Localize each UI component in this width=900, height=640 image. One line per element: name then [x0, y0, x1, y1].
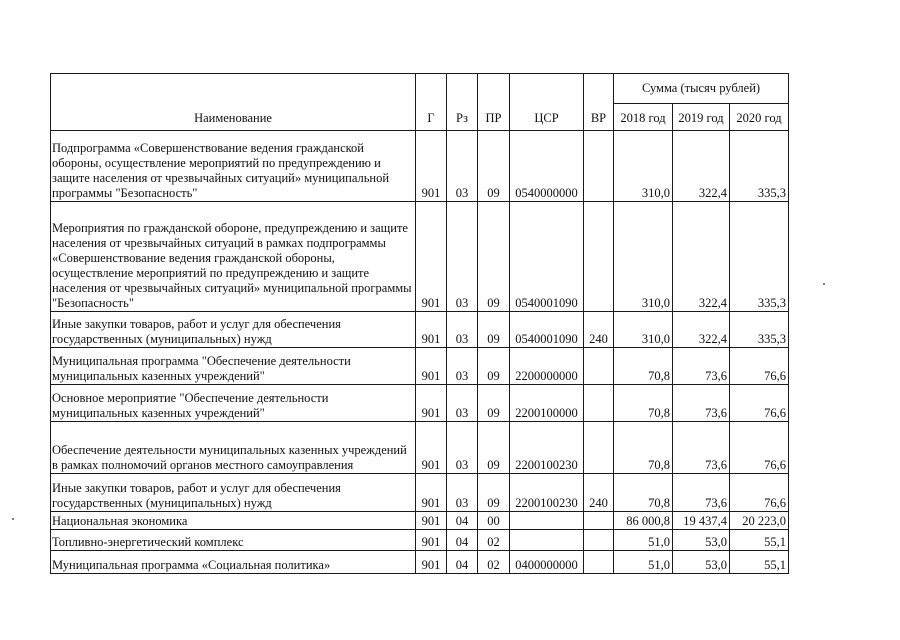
budget-table	[50, 73, 789, 574]
table-row	[51, 474, 789, 512]
budget-table-container	[50, 73, 789, 574]
row-name: Иные закупки товаров, работ и услуг для обеспечения государственных (муниципальных) нужд	[51, 312, 416, 348]
row-pr: 09	[478, 312, 510, 348]
row-pr: 09	[478, 474, 510, 512]
row-csr: 2200000000	[510, 348, 584, 385]
row-value-2020: 55,1	[730, 530, 789, 551]
row-rz: 03	[447, 202, 478, 312]
row-pr: 09	[478, 202, 510, 312]
row-name: Муниципальная программа «Социальная политика»	[51, 551, 416, 574]
row-g: 901	[416, 530, 447, 551]
row-vr: 240	[584, 312, 614, 348]
row-rz: 04	[447, 530, 478, 551]
row-g: 901	[416, 348, 447, 385]
header-vr: ВР	[584, 74, 614, 131]
row-vr: 240	[584, 474, 614, 512]
row-value-2020: 55,1	[730, 551, 789, 574]
row-vr	[584, 131, 614, 202]
row-value-2018: 70,8	[614, 348, 673, 385]
row-value-2020: 76,6	[730, 348, 789, 385]
row-value-2019: 322,4	[673, 312, 730, 348]
row-pr: 09	[478, 348, 510, 385]
row-csr: 0540001090	[510, 312, 584, 348]
row-csr: 0400000000	[510, 551, 584, 574]
row-name: Топливно-энергетический комплекс	[51, 530, 416, 551]
row-g: 901	[416, 422, 447, 474]
row-value-2019: 53,0	[673, 530, 730, 551]
row-csr: 2200100230	[510, 422, 584, 474]
header-name: Наименование	[51, 74, 416, 131]
row-csr: 0540000000	[510, 131, 584, 202]
row-g: 901	[416, 474, 447, 512]
row-value-2018: 70,8	[614, 422, 673, 474]
row-value-2018: 86 000,8	[614, 512, 673, 530]
header-year-2020: 2020 год	[730, 104, 789, 131]
table-row	[51, 131, 789, 202]
row-rz: 03	[447, 385, 478, 422]
table-row	[51, 530, 789, 551]
row-value-2019: 73,6	[673, 348, 730, 385]
row-value-2020: 335,3	[730, 131, 789, 202]
header-g: Г	[416, 74, 447, 131]
table-row	[51, 312, 789, 348]
table-row	[51, 512, 789, 530]
row-csr	[510, 530, 584, 551]
row-value-2019: 19 437,4	[673, 512, 730, 530]
row-csr: 2200100230	[510, 474, 584, 512]
row-name: Подпрограмма «Совершенствование ведения гражданской обороны, осуществление мероприятий по предупреждению и защите населения от чрезвычайных ситуаций» муниципальной программы "Безопасность"	[51, 131, 416, 202]
row-value-2018: 70,8	[614, 474, 673, 512]
header-pr: ПР	[478, 74, 510, 131]
table-row	[51, 202, 789, 312]
row-pr: 00	[478, 512, 510, 530]
row-value-2020: 335,3	[730, 202, 789, 312]
row-vr	[584, 348, 614, 385]
row-value-2019: 53,0	[673, 551, 730, 574]
row-csr	[510, 512, 584, 530]
row-csr: 0540001090	[510, 202, 584, 312]
row-value-2018: 51,0	[614, 551, 673, 574]
row-vr	[584, 512, 614, 530]
header-rz: Рз	[447, 74, 478, 131]
row-g: 901	[416, 551, 447, 574]
row-value-2019: 322,4	[673, 202, 730, 312]
row-value-2020: 335,3	[730, 312, 789, 348]
row-name: Мероприятия по гражданской обороне, предупреждению и защите населения от чрезвычайных ситуаций в рамках подпрограммы «Совершенствование ведения гражданской обороны, осуществление мероприятий по предупреждению и защите населения от чрезвычайных ситуаций» муниципальной программы "Безопасность"	[51, 202, 416, 312]
row-rz: 03	[447, 312, 478, 348]
header-sum: Сумма (тысяч рублей)	[614, 74, 789, 104]
row-pr: 09	[478, 131, 510, 202]
row-g: 901	[416, 202, 447, 312]
header-csr: ЦСР	[510, 74, 584, 131]
row-name: Обеспечение деятельности муниципальных казенных учреждений в рамках полномочий органов местного самоуправления	[51, 422, 416, 474]
row-vr	[584, 422, 614, 474]
table-row	[51, 385, 789, 422]
row-rz: 03	[447, 348, 478, 385]
table-row	[51, 422, 789, 474]
row-value-2018: 310,0	[614, 202, 673, 312]
row-rz: 03	[447, 474, 478, 512]
table-row	[51, 551, 789, 574]
row-name: Муниципальная программа "Обеспечение деятельности муниципальных казенных учреждений"	[51, 348, 416, 385]
row-name: Национальная экономика	[51, 512, 416, 530]
row-value-2020: 76,6	[730, 385, 789, 422]
row-value-2020: 20 223,0	[730, 512, 789, 530]
row-vr	[584, 202, 614, 312]
row-g: 901	[416, 131, 447, 202]
row-vr	[584, 385, 614, 422]
row-rz: 04	[447, 512, 478, 530]
row-pr: 09	[478, 385, 510, 422]
row-csr: 2200100000	[510, 385, 584, 422]
row-value-2019: 73,6	[673, 474, 730, 512]
row-g: 901	[416, 512, 447, 530]
row-value-2018: 51,0	[614, 530, 673, 551]
row-g: 901	[416, 312, 447, 348]
row-pr: 02	[478, 551, 510, 574]
header-year-2018: 2018 год	[614, 104, 673, 131]
scan-speck	[12, 518, 14, 520]
row-value-2019: 73,6	[673, 422, 730, 474]
row-value-2018: 310,0	[614, 312, 673, 348]
scan-speck	[823, 283, 825, 285]
row-pr: 02	[478, 530, 510, 551]
table-row	[51, 348, 789, 385]
row-name: Основное мероприятие "Обеспечение деятельности муниципальных казенных учреждений"	[51, 385, 416, 422]
row-vr	[584, 530, 614, 551]
row-rz: 03	[447, 131, 478, 202]
row-value-2019: 73,6	[673, 385, 730, 422]
row-value-2018: 70,8	[614, 385, 673, 422]
header-year-2019: 2019 год	[673, 104, 730, 131]
row-value-2020: 76,6	[730, 422, 789, 474]
row-value-2019: 322,4	[673, 131, 730, 202]
row-value-2020: 76,6	[730, 474, 789, 512]
row-pr: 09	[478, 422, 510, 474]
row-rz: 04	[447, 551, 478, 574]
row-name: Иные закупки товаров, работ и услуг для обеспечения государственных (муниципальных) нужд	[51, 474, 416, 512]
row-rz: 03	[447, 422, 478, 474]
row-value-2018: 310,0	[614, 131, 673, 202]
header-row-top	[51, 74, 789, 104]
row-g: 901	[416, 385, 447, 422]
row-vr	[584, 551, 614, 574]
